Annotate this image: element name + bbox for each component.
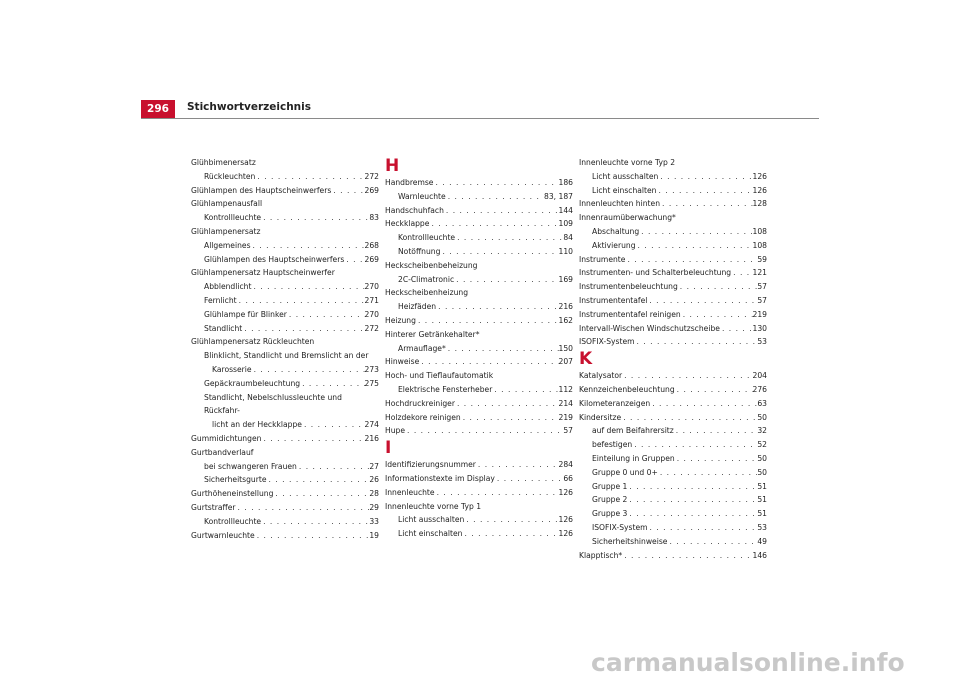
index-entry[interactable]: [191, 529, 379, 543]
index-entry[interactable]: [191, 253, 379, 267]
index-entry-page: 275: [364, 378, 379, 388]
index-entry[interactable]: [579, 322, 767, 336]
index-entry[interactable]: [191, 294, 379, 308]
index-entry[interactable]: [385, 383, 573, 397]
dot-leader: [261, 515, 369, 529]
index-entry-label: Gruppe 3: [592, 509, 628, 519]
index-entry-page: 284: [558, 460, 573, 470]
index-entry-label: Abblendlicht: [204, 282, 252, 292]
dot-leader: [647, 294, 757, 308]
dot-leader: [639, 225, 752, 239]
index-entry-page: 51: [757, 495, 767, 505]
index-entry-label: Gepäckraumbeleuchtung: [204, 378, 301, 388]
index-entry[interactable]: [579, 549, 767, 563]
index-entry[interactable]: [579, 197, 767, 211]
index-entry-label: Gurtwarnleuchte: [191, 530, 255, 540]
dot-leader: [446, 190, 544, 204]
index-entry-page: 274: [364, 420, 379, 430]
index-section-letter: K: [579, 349, 593, 370]
dot-leader: [650, 397, 757, 411]
index-entry-label: Heckklappe: [385, 219, 430, 229]
dot-leader: [255, 529, 370, 543]
index-entry-page: 162: [558, 315, 573, 325]
index-heading: Innenraumüberwachung*: [579, 213, 676, 223]
watermark-text: carmanualsonline.info: [591, 648, 905, 677]
index-entry-page: 50: [757, 467, 767, 477]
index-entry[interactable]: [579, 294, 767, 308]
index-entry-page: 146: [752, 550, 767, 560]
index-heading: Hoch- und Tieflaufautomatik: [385, 371, 494, 381]
page-header: [141, 100, 819, 120]
index-entry[interactable]: [191, 377, 379, 391]
index-entry[interactable]: [191, 501, 379, 515]
index-entry[interactable]: [385, 231, 573, 245]
index-heading: Glühbimenersatz: [191, 158, 256, 167]
index-heading: Innenleuchte vorne Typ 2: [579, 158, 676, 167]
index-entry-page: 32: [757, 426, 767, 436]
index-entry-label: Intervall-Wischen Windschutzscheibe: [579, 323, 720, 333]
dot-leader: [627, 480, 757, 494]
dot-leader: [658, 170, 752, 184]
index-entry[interactable]: [385, 513, 573, 527]
index-entry-page: 112: [558, 384, 573, 394]
index-entry[interactable]: [579, 507, 767, 521]
dot-leader: [261, 211, 369, 225]
index-entry-page: 276: [752, 384, 767, 394]
index-heading: Heckscheibenbeheizung: [385, 260, 478, 270]
index-entry-label: Elektrische Fensterheber: [398, 384, 493, 394]
dot-leader: [300, 377, 364, 391]
index-entry-label: Handbremse: [385, 178, 434, 187]
index-entry[interactable]: [385, 314, 573, 328]
index-entry-page: 52: [757, 440, 767, 450]
dot-leader: [622, 549, 752, 563]
index-entry-label: Gummidichtungen: [191, 433, 262, 443]
index-entry-page: 186: [558, 178, 573, 187]
index-entry-page: 270: [364, 309, 379, 319]
index-entry[interactable]: [191, 184, 379, 198]
index-entry[interactable]: [191, 308, 379, 322]
index-entry[interactable]: [579, 266, 767, 280]
index-entry-label: Gurthöheneinstellung: [191, 489, 274, 499]
dot-leader: [236, 501, 370, 515]
index-entry-label: Kontrollleuchte: [204, 213, 262, 223]
index-entry[interactable]: [579, 335, 767, 349]
index-heading: Blinklicht, Standlicht und Bremslicht an der: [204, 351, 369, 361]
dot-leader: [454, 273, 558, 287]
index-column-1: [191, 156, 379, 542]
index-entry[interactable]: [385, 204, 573, 218]
index-entry-page: 108: [752, 226, 767, 236]
index-entry-label: bei schwangeren Frauen: [204, 461, 297, 471]
page-number-badge: 296: [141, 100, 175, 118]
index-entry-page: 51: [757, 509, 767, 519]
index-heading: Glühlampenersatz Rückleuchten: [191, 337, 315, 347]
index-entry-label: Instrumentenbeleuchtung: [579, 282, 678, 292]
index-entry-page: 109: [558, 219, 573, 229]
index-entry-page: 57: [757, 282, 767, 292]
index-heading: Glühlampenersatz: [191, 226, 261, 236]
index-entry-page: 150: [558, 343, 573, 353]
dot-leader: [635, 335, 758, 349]
dot-leader: [331, 184, 364, 198]
index-entry-page: 33: [369, 516, 379, 526]
index-heading: Glühlampenersatz Hauptscheinwerfer: [191, 268, 335, 278]
dot-leader: [462, 527, 558, 541]
index-entry-page: 216: [364, 433, 379, 443]
index-entry-page: 50: [757, 412, 767, 422]
dot-leader: [446, 342, 559, 356]
index-column-2: [385, 156, 573, 541]
index-entry-label: Armauflage*: [398, 343, 446, 353]
index-entry-page: 29: [369, 502, 379, 512]
index-entry-page: 128: [752, 199, 767, 209]
index-entry-label: Rückleuchten: [204, 171, 256, 181]
index-entry-label: Kennzeichenbeleuchtung: [579, 384, 675, 394]
dot-leader: [495, 472, 563, 486]
dot-leader: [492, 383, 558, 397]
index-entry[interactable]: [385, 486, 573, 500]
index-entry[interactable]: [579, 480, 767, 494]
index-entry-label: Instrumente: [579, 254, 626, 264]
index-entry-page: 207: [558, 357, 573, 367]
index-entry[interactable]: [579, 535, 767, 549]
index-entry[interactable]: [579, 253, 767, 267]
index-entry-label: Holzdekore reinigen: [385, 412, 461, 422]
dot-leader: [440, 245, 558, 259]
index-entry-label: ISOFIX-System: [592, 522, 648, 532]
index-entry-label: Karosserie: [212, 364, 252, 374]
index-entry-label: Gurtstraffer: [191, 502, 236, 512]
index-entry[interactable]: [579, 452, 767, 466]
index-entry[interactable]: [385, 245, 573, 259]
index-entry-label: Glühlampen des Hauptscheinwerfers: [204, 254, 345, 264]
dot-leader: [675, 452, 758, 466]
index-entry[interactable]: [579, 308, 767, 322]
index-entry-label: Instrumenten- und Schalterbeleuchtung: [579, 268, 732, 278]
dot-leader: [656, 184, 752, 198]
index-entry[interactable]: [191, 170, 379, 184]
index-entry-page: 53: [757, 337, 767, 347]
index-entry[interactable]: [579, 170, 767, 184]
index-entry-label: Hochdruckreiniger: [385, 398, 455, 408]
index-entry-label: Allgemeines: [204, 240, 251, 250]
index-entry-page: 219: [558, 412, 573, 422]
index-section-letter: H: [385, 156, 400, 176]
index-entry[interactable]: [579, 493, 767, 507]
index-entry[interactable]: [579, 466, 767, 480]
index-entry[interactable]: [579, 383, 767, 397]
index-entry-label: Heizung: [385, 315, 416, 325]
index-entry-label: Identifizierungsnummer: [385, 460, 476, 470]
index-entry-label: Licht ausschalten: [592, 171, 659, 181]
index-entry[interactable]: [191, 515, 379, 529]
dot-leader: [416, 314, 559, 328]
dot-leader: [675, 383, 753, 397]
index-entry-label: Standlicht: [204, 323, 243, 333]
index-entry-page: 126: [558, 487, 573, 497]
index-entry-label: Kontrollleuchte: [398, 233, 456, 243]
index-entry[interactable]: [385, 472, 573, 486]
dot-leader: [455, 231, 563, 245]
dot-leader: [261, 432, 364, 446]
index-entry-page: 214: [558, 398, 573, 408]
index-entry-page: 57: [757, 295, 767, 305]
index-entry-label: Instrumententafel: [579, 295, 648, 305]
dot-leader: [344, 253, 364, 267]
index-heading: Heckscheibenheizung: [385, 288, 469, 298]
dot-leader: [636, 239, 753, 253]
index-entry[interactable]: [191, 280, 379, 294]
index-entry-page: 83, 187: [544, 191, 573, 201]
index-entry-label: Informationstexte im Display: [385, 473, 495, 483]
index-entry[interactable]: [385, 342, 573, 356]
index-entry-page: 110: [558, 246, 573, 256]
dot-leader: [252, 363, 365, 377]
index-entry-label: Glühlampe für Blinker: [204, 309, 287, 319]
index-entry-page: 121: [752, 268, 767, 278]
index-entry[interactable]: [579, 438, 767, 452]
index-entry-label: Kontrollleuchte: [204, 516, 262, 526]
index-heading: Innenleuchte vorne Typ 1: [385, 501, 482, 511]
dot-leader: [720, 322, 753, 336]
index-entry-page: 270: [364, 282, 379, 292]
index-entry-page: 269: [364, 185, 379, 195]
dot-leader: [625, 253, 757, 267]
dot-leader: [251, 280, 364, 294]
index-entry-page: 272: [364, 171, 379, 181]
index-entry-label: Licht einschalten: [398, 529, 463, 539]
dot-leader: [287, 308, 365, 322]
dot-leader: [429, 217, 558, 231]
index-entry-label: Klapptisch*: [579, 550, 623, 560]
index-entry-label: Innenleuchten hinten: [579, 199, 661, 209]
index-entry-label: Hupe: [385, 426, 406, 436]
index-entry-label: Licht einschalten: [592, 185, 657, 195]
index-entry-label: Licht ausschalten: [398, 515, 465, 525]
index-entry-page: 204: [752, 371, 767, 381]
dot-leader: [678, 280, 758, 294]
index-entry[interactable]: [191, 363, 379, 377]
index-heading: Standlicht, Nebelschlussleuchte und Rückfahr-: [204, 392, 342, 416]
dot-leader: [674, 424, 758, 438]
dot-leader: [297, 460, 369, 474]
index-entry-page: 83: [369, 213, 379, 223]
header-divider: [141, 118, 819, 119]
index-entry[interactable]: [191, 322, 379, 336]
index-entry[interactable]: [579, 411, 767, 425]
index-entry-label: Sicherheitshinweise: [592, 536, 668, 546]
index-entry[interactable]: [579, 184, 767, 198]
index-entry-page: 219: [752, 309, 767, 319]
index-entry-label: Kindersitze: [579, 412, 622, 422]
index-entry-page: 273: [364, 364, 379, 374]
dot-leader: [461, 411, 559, 425]
index-entry-page: 144: [558, 205, 573, 215]
index-column-3: [579, 156, 767, 562]
index-entry-page: 26: [369, 475, 379, 485]
index-entry-page: 126: [558, 515, 573, 525]
dot-leader: [455, 397, 559, 411]
index-entry-page: 53: [757, 522, 767, 532]
page-title: Stichwortverzeichnis: [187, 101, 311, 113]
dot-leader: [267, 473, 370, 487]
index-entry[interactable]: [385, 176, 573, 190]
index-entry-label: Notöffnung: [398, 246, 441, 256]
index-entry-page: 271: [364, 295, 379, 305]
index-entry-page: 27: [369, 461, 379, 471]
index-entry-label: ISOFIX-System: [579, 337, 635, 347]
index-entry[interactable]: [579, 397, 767, 411]
index-entry[interactable]: [191, 239, 379, 253]
index-entry[interactable]: [191, 460, 379, 474]
dot-leader: [627, 493, 757, 507]
index-entry-label: 2C-Climatronic: [398, 274, 455, 284]
index-entry-label: Gruppe 1: [592, 481, 628, 491]
index-entry-page: 51: [757, 481, 767, 491]
index-entry[interactable]: [385, 397, 573, 411]
index-entry-page: 126: [752, 171, 767, 181]
index-entry-label: Warnleuchte: [398, 191, 446, 201]
index-heading: Glühlampenausfall: [191, 199, 263, 209]
index-entry-label: Sicherheitsgurte: [204, 475, 267, 485]
index-entry[interactable]: [579, 280, 767, 294]
index-entry[interactable]: [191, 473, 379, 487]
index-section-letter: I: [385, 438, 392, 459]
index-entry[interactable]: [191, 418, 379, 432]
dot-leader: [667, 535, 757, 549]
index-entry-label: Abschaltung: [592, 226, 640, 236]
dot-leader: [444, 204, 559, 218]
dot-leader: [658, 466, 757, 480]
index-entry-page: 63: [757, 398, 767, 408]
index-entry-page: 126: [752, 185, 767, 195]
dot-leader: [255, 170, 364, 184]
index-entry-label: Hinweise: [385, 357, 420, 367]
index-entry-label: Heizfäden: [398, 302, 437, 312]
index-entry-label: Einteilung in Gruppen: [592, 453, 675, 463]
index-entry-page: 49: [757, 536, 767, 546]
index-entry-page: 268: [364, 240, 379, 250]
index-entry[interactable]: [385, 300, 573, 314]
index-entry-label: Fernlicht: [204, 295, 237, 305]
index-entry-page: 126: [558, 529, 573, 539]
dot-leader: [237, 294, 365, 308]
index-entry-label: Aktivierung: [592, 240, 636, 250]
index-entry-label: Handschuhfach: [385, 205, 444, 215]
dot-leader: [621, 411, 757, 425]
dot-leader: [242, 322, 364, 336]
index-entry-page: 130: [752, 323, 767, 333]
index-entry-label: Gruppe 2: [592, 495, 628, 505]
index-entry[interactable]: [191, 432, 379, 446]
index-entry[interactable]: [385, 458, 573, 472]
index-entry-page: 19: [369, 530, 379, 540]
index-entry[interactable]: [579, 225, 767, 239]
index-entry[interactable]: [385, 273, 573, 287]
index-entry[interactable]: [385, 217, 573, 231]
index-entry-page: 57: [563, 426, 573, 436]
index-entry[interactable]: [385, 527, 573, 541]
index-entry-page: 84: [563, 233, 573, 243]
dot-leader: [632, 438, 757, 452]
dot-leader: [302, 418, 365, 432]
dot-leader: [681, 308, 753, 322]
index-entry[interactable]: [579, 239, 767, 253]
index-entry-label: Kilometeranzeigen: [579, 398, 651, 408]
index-entry-page: 50: [757, 453, 767, 463]
index-entry-label: Glühlampen des Hauptscheinwerfers: [191, 185, 332, 195]
dot-leader: [273, 487, 369, 501]
index-entry[interactable]: [579, 369, 767, 383]
index-entry-page: 216: [558, 302, 573, 312]
index-entry[interactable]: [385, 424, 573, 438]
dot-leader: [251, 239, 365, 253]
index-heading: Hinterer Getränkehalter*: [385, 329, 480, 339]
index-entry-page: 108: [752, 240, 767, 250]
index-entry-label: auf dem Beifahrersitz: [592, 426, 674, 436]
index-entry-label: Katalysator: [579, 371, 623, 381]
index-entry-label: licht an der Heckklappe: [212, 420, 302, 430]
index-entry-label: befestigen: [592, 440, 633, 450]
index-entry[interactable]: [385, 411, 573, 425]
index-entry-page: 59: [757, 254, 767, 264]
index-entry-page: 269: [364, 254, 379, 264]
index-entry[interactable]: [191, 211, 379, 225]
index-entry-label: Instrumententafel reinigen: [579, 309, 681, 319]
dot-leader: [660, 197, 752, 211]
index-entry-label: Innenleuchte: [385, 487, 435, 497]
index-entry[interactable]: [385, 355, 573, 369]
dot-leader: [476, 458, 559, 472]
dot-leader: [731, 266, 752, 280]
index-entry[interactable]: [579, 424, 767, 438]
index-entry-page: 272: [364, 323, 379, 333]
dot-leader: [419, 355, 558, 369]
dot-leader: [436, 300, 558, 314]
index-entry-page: 66: [563, 473, 573, 483]
index-entry-label: Gruppe 0 und 0+: [592, 467, 658, 477]
dot-leader: [464, 513, 558, 527]
index-entry-page: 169: [558, 274, 573, 284]
dot-leader: [433, 176, 558, 190]
index-heading: Gurtbandverlauf: [191, 447, 254, 457]
dot-leader: [435, 486, 559, 500]
index-entry[interactable]: [579, 521, 767, 535]
index-entry-page: 28: [369, 489, 379, 499]
dot-leader: [627, 507, 757, 521]
index-entry[interactable]: [385, 190, 573, 204]
dot-leader: [622, 369, 752, 383]
dot-leader: [405, 424, 563, 438]
dot-leader: [648, 521, 758, 535]
index-entry[interactable]: [191, 487, 379, 501]
